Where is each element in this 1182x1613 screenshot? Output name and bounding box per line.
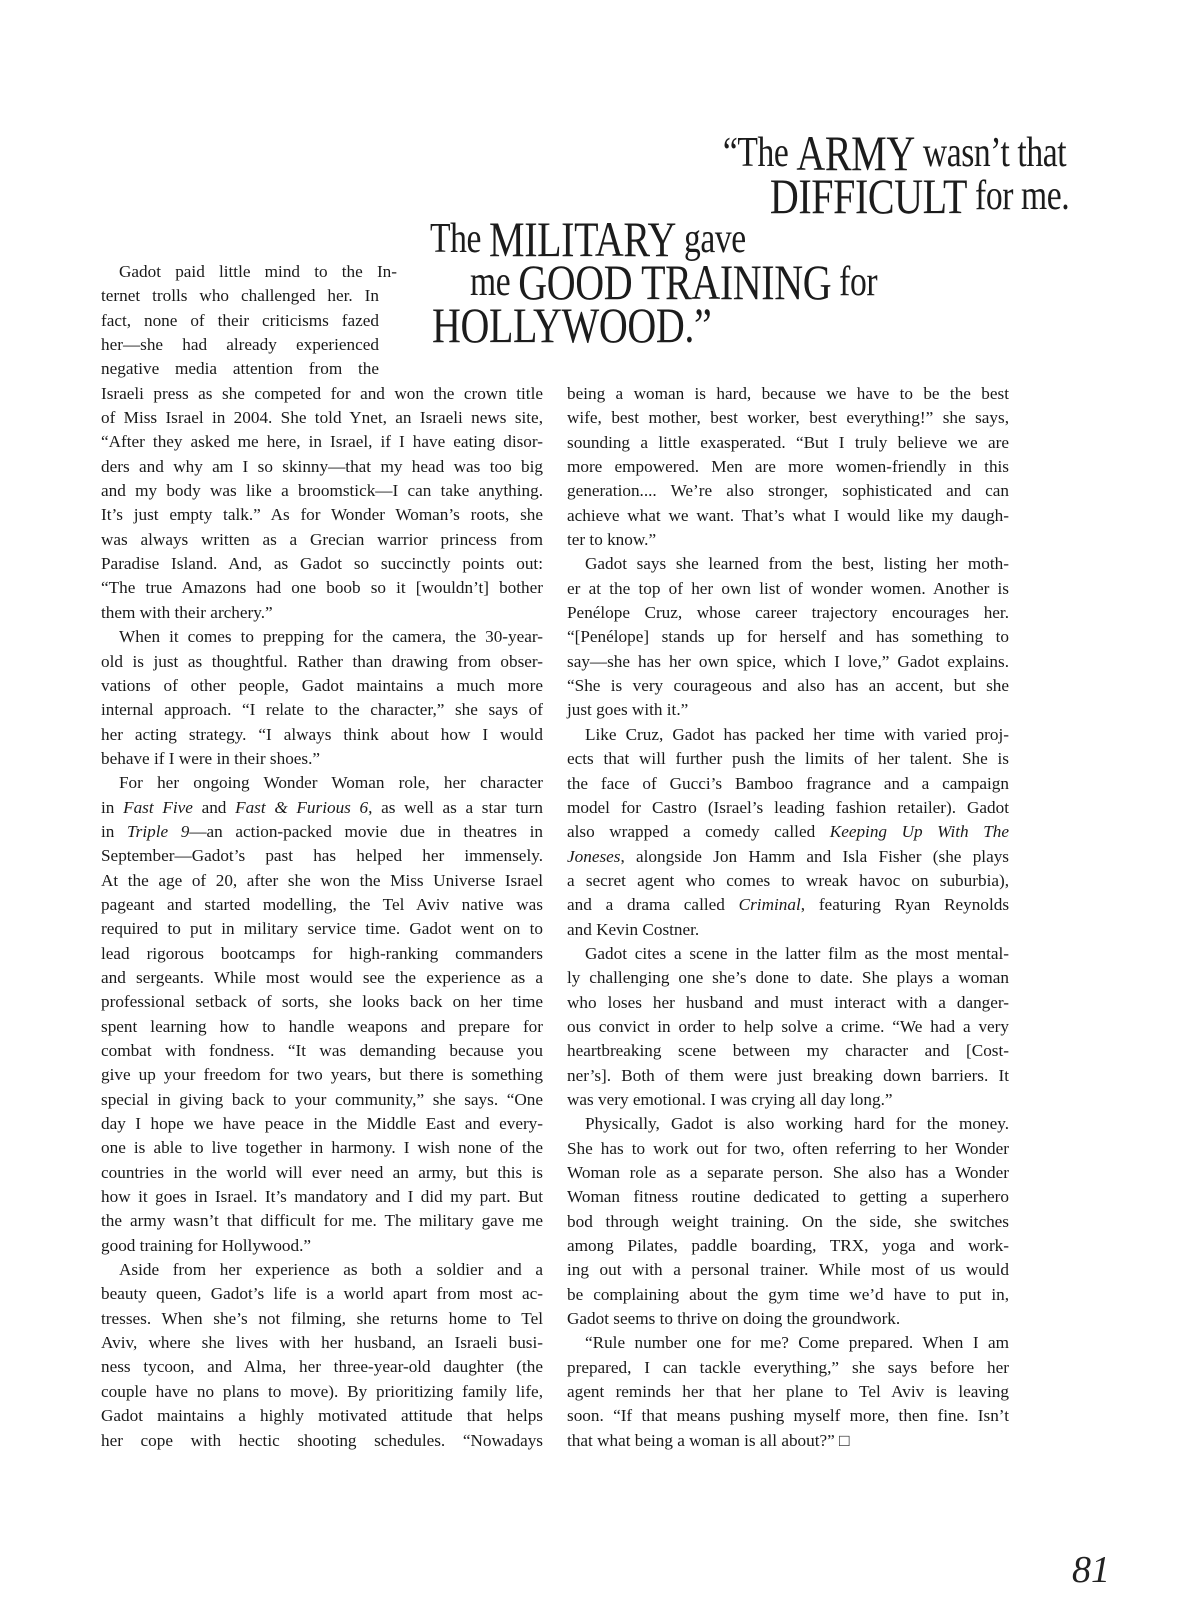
text-line: pageant and started modelling, the Tel Aviv native was	[101, 894, 543, 914]
page-number: 81	[1072, 1549, 1110, 1591]
text-line: agent reminds her that her plane to Tel Aviv is leaving	[567, 1382, 1009, 1402]
pull-quote-text: wasn’t that	[914, 130, 1066, 176]
article-paragraph	[567, 382, 1009, 552]
text-line: ner’s]. Both of them were just breaking down barriers. It	[567, 1065, 1009, 1085]
article-paragraph	[567, 1112, 1009, 1331]
text-line: prepared, I can tackle everything,” she says before her	[567, 1357, 1009, 1377]
text-line: the face of Gucci’s Bamboo fragrance and a campaign	[567, 773, 1009, 793]
text-line: them with their archery.”	[101, 602, 273, 622]
article-column-right	[567, 382, 1009, 1453]
text-line: At the age of 20, after she won the Miss Universe Israel	[101, 870, 543, 890]
text-line: good training for Hollywood.”	[101, 1235, 312, 1255]
article-column-left	[101, 260, 543, 1453]
article-paragraph	[101, 260, 543, 625]
text-line: soon. “If that means pushing myself more, then fine. Isn’t	[567, 1406, 1009, 1426]
text-line: bod through weight training. On the side, she switches	[567, 1211, 1009, 1231]
text-line: of Miss Israel in 2004. She told Ynet, an Israeli news site,	[101, 408, 543, 428]
pull-quote-line-2	[769, 168, 1069, 224]
text-line: lead rigorous bootcamps for high-ranking commanders	[101, 943, 543, 963]
pull-quote-text: for	[831, 259, 878, 305]
text-line: Gadot maintains a highly motivated attitude that helps	[101, 1406, 543, 1426]
text-line: ders and why am I so skinny—that my head was too big	[101, 456, 543, 476]
italic-title: Criminal	[738, 895, 801, 915]
text-line: fact, none of their criticisms fazed	[101, 310, 379, 330]
text-line: ects that will further push the limits of her talent. She is	[567, 749, 1009, 769]
pull-quote-text: for me.	[966, 173, 1069, 219]
text-line: It’s just empty talk.” As for Wonder Woman’s roots, she	[101, 505, 543, 525]
text-line: being a woman is hard, because we have to be the best	[567, 384, 1009, 403]
text-line: the army wasn’t that difficult for me. The military gave me	[101, 1211, 543, 1231]
text-line: her cope with hectic shooting schedules. “Nowadays	[101, 1430, 543, 1450]
text-line: She has to work out for two, often referring to her Wonder	[567, 1138, 1009, 1158]
text-line: Like Cruz, Gadot has packed her time with varied proj-	[585, 724, 1009, 744]
text-line: negative media attention from the	[101, 359, 379, 379]
text-line: Paradise Island. And, as Gadot so succinctly points out:	[101, 554, 543, 574]
text-line: combat with fondness. “It was demanding because you	[101, 1041, 543, 1060]
text-line: special in giving back to your community,” she says. “One	[101, 1089, 543, 1109]
text-line: ternet trolls who challenged her. In	[101, 286, 379, 306]
text-line: achieve what we want. That’s what I would like my daugh-	[567, 505, 1009, 525]
italic-title: Fast Five	[123, 797, 193, 817]
text-line	[567, 893, 1009, 917]
text-line: Aside from her experience as both a soldier and a	[119, 1260, 543, 1280]
text-segment: and a drama called	[567, 895, 739, 915]
text-line: generation.... We’re also stronger, sophisticated and can	[567, 481, 1009, 501]
pull-quote-text: “The	[722, 130, 797, 176]
text-line: For her ongoing Wonder Woman role, her character	[119, 773, 543, 793]
article-paragraph	[567, 942, 1009, 1112]
text-line: give up your freedom for two years, but there is something	[101, 1065, 543, 1085]
text-line: When it comes to prepping for the camera, the 30-year-	[119, 627, 543, 647]
text-line: Penélope Cruz, whose career trajectory encourages her.	[567, 603, 1009, 623]
text-line: ter to know.”	[567, 530, 657, 550]
text-line: Woman role as a separate person. She also has a Wonder	[567, 1163, 1009, 1182]
text-line	[567, 820, 1009, 844]
text-line: Woman fitness routine dedicated to getting a superhero	[567, 1187, 1009, 1207]
text-segment: , alongside Jon Hamm and Isla Fisher (she plays	[620, 846, 1009, 866]
text-line: Gadot paid little mind to the In-	[119, 262, 397, 281]
text-line	[101, 796, 543, 820]
article-paragraph	[567, 1331, 1009, 1453]
text-line: internal approach. “I relate to the character,” she says of	[101, 700, 543, 720]
pull-quote-emphasis: ARMY	[796, 125, 915, 181]
text-line: model for Castro (Israel’s leading fashion retailer). Gadot	[567, 797, 1009, 817]
text-line: more empowered. Men are more women-friendly in this	[567, 457, 1009, 477]
text-line: professional setback of sorts, she looks back on her time	[101, 992, 543, 1012]
text-line: couple have no plans to move). By prioritizing family life,	[101, 1381, 543, 1401]
text-line: Gadot says she learned from the best, listing her moth-	[585, 554, 1009, 574]
text-line: er at the top of her own list of wonder women. Another is	[567, 578, 1009, 598]
text-line: was very emotional. I was crying all day long.”	[567, 1089, 893, 1109]
text-line: vations of other people, Gadot maintains a much more	[101, 675, 543, 695]
text-line: beauty queen, Gadot’s life is a world apart from most ac-	[101, 1284, 543, 1304]
text-line: sounding a little exasperated. “But I truly believe we are	[567, 432, 1009, 452]
text-line	[567, 845, 1009, 869]
article-paragraph	[567, 552, 1009, 722]
text-line: required to put in military service time. Gadot went on to	[101, 919, 543, 939]
text-line: and sergeants. While most would see the experience as a	[101, 967, 543, 987]
pull-quote-text: gave	[675, 216, 746, 262]
text-line: Aviv, where she lives with her husband, an Israeli busi-	[101, 1333, 543, 1353]
text-line: ous convict in order to help solve a crime. “We had a very	[567, 1016, 1009, 1036]
text-segment: and	[192, 797, 236, 817]
text-line: was always written as a Grecian warrior princess from	[101, 529, 543, 549]
text-line: “After they asked me here, in Israel, if I have eating disor-	[101, 432, 543, 452]
text-line: ing out with a personal trainer. While most of us would	[567, 1260, 1009, 1280]
text-line: “[Penélope] stands up for herself and has something to	[567, 627, 1009, 647]
article-paragraph	[567, 723, 1009, 942]
text-line: ly challenging one she’s done to date. She plays a woman	[567, 968, 1009, 988]
text-line: old is just as thoughtful. Rather than drawing from obser-	[101, 651, 543, 671]
text-line: wife, best mother, best worker, best everything!” she says,	[567, 408, 1009, 428]
pull-quote-emphasis: DIFFICULT	[769, 168, 967, 224]
text-line: and my body was like a broomstick—I can take anything.	[101, 481, 543, 501]
text-line: say—she has her own spice, which I love,” Gadot explains.	[567, 651, 1009, 671]
text-line: September—Gadot’s past has helped her immensely.	[101, 846, 543, 866]
text-line: heartbreaking scene between my character and [Cost-	[567, 1041, 1009, 1061]
text-line: behave if I were in their shoes.”	[101, 748, 321, 768]
text-line: “The true Amazons had one boob so it [wouldn’t] bother	[101, 578, 543, 598]
text-line: ness tycoon, and Alma, her three-year-old daughter (the	[101, 1357, 543, 1377]
text-segment: in	[101, 821, 128, 841]
text-line: how it goes in Israel. It’s mandatory and I did my part. But	[101, 1187, 543, 1207]
text-line: a secret agent who comes to wreak havoc on suburbia),	[567, 870, 1009, 890]
text-line: spent learning how to handle weapons and prepare for	[101, 1016, 543, 1036]
pull-quote-emphasis: HOLLYWOOD.”	[432, 297, 712, 353]
text-line: countries in the world will ever need an army, but this is	[101, 1162, 543, 1182]
text-segment: in	[101, 797, 124, 817]
pull-quote-text: The	[430, 216, 490, 262]
text-line: her acting strategy. “I always think about how I would	[101, 724, 543, 744]
text-line: be complaining about the gym time we’d have to put in,	[567, 1284, 1009, 1304]
text-segment: —an action-packed movie due in theatres in	[189, 821, 544, 841]
text-line: Israeli press as she competed for and won the crown title	[101, 383, 543, 403]
italic-title: Joneses	[567, 846, 621, 866]
text-line: her—she had already experienced	[101, 335, 379, 355]
text-line: day I hope we have peace in the Middle East and every-	[101, 1114, 543, 1134]
text-line	[101, 820, 543, 844]
text-line: that what being a woman is all about?” □	[567, 1430, 850, 1450]
text-segment: also wrapped a comedy called	[567, 822, 830, 842]
pull-quote-text: me	[470, 259, 519, 305]
text-line: just goes with it.”	[567, 700, 689, 720]
text-line: Gadot cites a scene in the latter film as the most mental-	[585, 943, 1009, 963]
text-line: “She is very courageous and also has an accent, but she	[567, 676, 1009, 696]
italic-title: Keeping Up With The	[829, 822, 1009, 842]
text-line: Gadot seems to thrive on doing the groundwork.	[567, 1309, 901, 1329]
article-paragraph	[101, 771, 543, 1258]
text-line: among Pilates, paddle boarding, TRX, yoga and work-	[567, 1236, 1009, 1256]
pull-quote-emphasis: MILITARY	[489, 211, 676, 267]
text-segment: , featuring Ryan Reynolds	[800, 895, 1010, 915]
text-line: who loses her husband and must interact with a danger-	[567, 992, 1009, 1012]
italic-title: Fast & Furious 6	[235, 797, 369, 817]
pull-quote-emphasis: GOOD TRAINING	[518, 254, 832, 310]
text-line: tresses. When she’s not filming, she returns home to Tel	[101, 1308, 543, 1328]
article-paragraph	[101, 625, 543, 771]
text-line: one is able to live together in harmony. I wish none of the	[101, 1138, 543, 1158]
article-paragraph	[101, 1258, 543, 1453]
italic-title: Triple 9	[127, 821, 190, 841]
text-line: and Kevin Costner.	[567, 919, 700, 939]
text-line: “Rule number one for me? Come prepared. When I am	[585, 1333, 1009, 1353]
text-segment: , as well as a star turn	[368, 797, 544, 817]
text-line: Physically, Gadot is also working hard for the money.	[585, 1114, 1009, 1134]
